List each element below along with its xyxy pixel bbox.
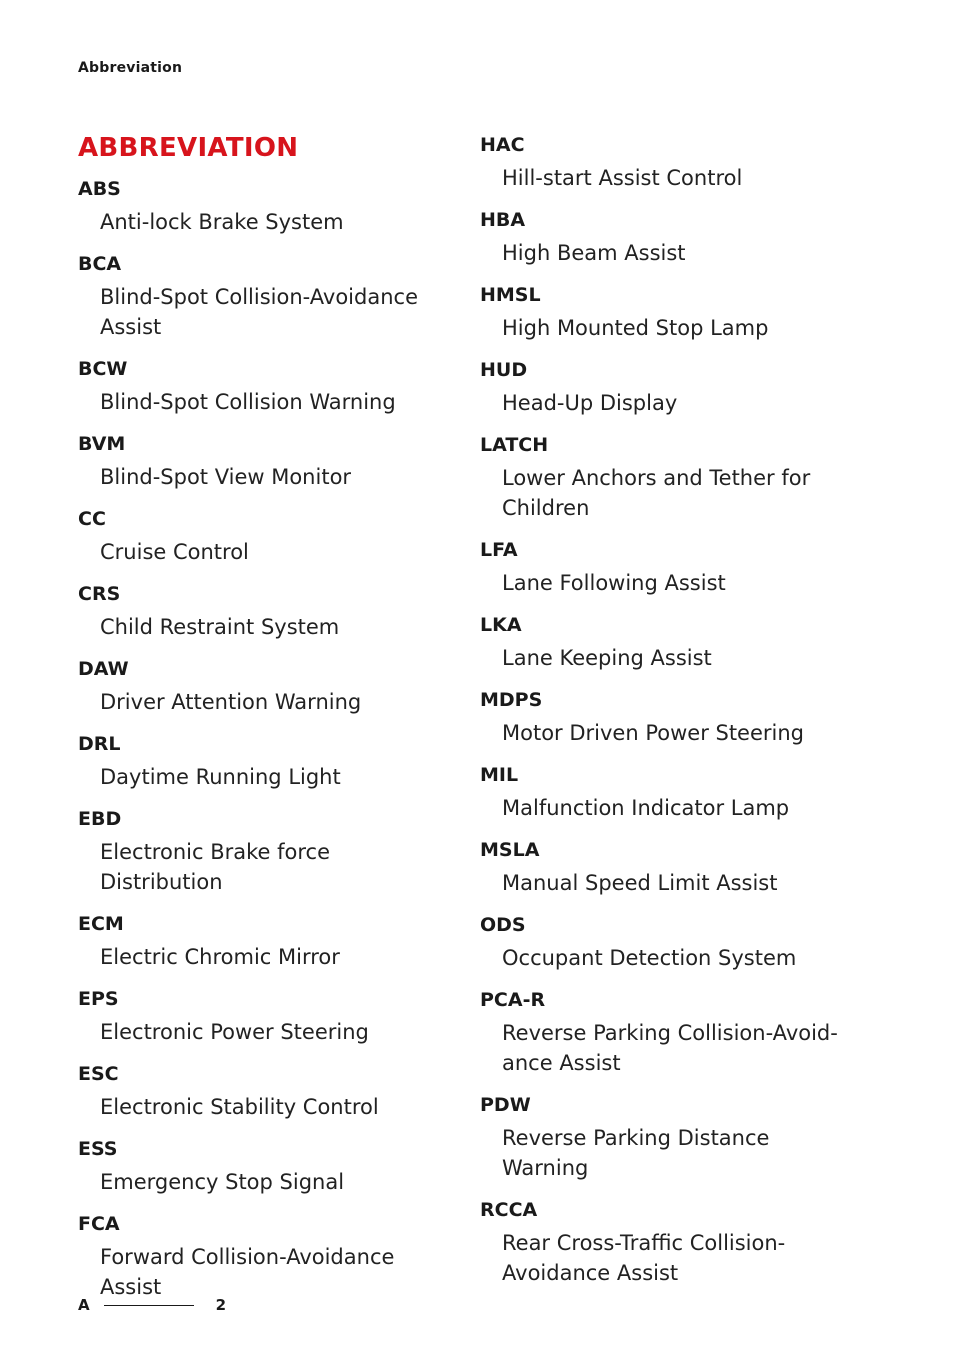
abbreviation-term: HMSL [480,284,541,306]
abbreviation-entry [78,986,458,1047]
abbreviation-entry [480,282,860,343]
abbreviation-term: DAW [78,658,129,680]
abbreviation-definition: Reverse Parking Collision-Avoid-ance Assist [502,1021,838,1075]
abbreviation-definition: Electronic Brake force Distribution [100,840,330,894]
abbreviation-definition: Blind-Spot View Monitor [100,465,352,489]
abbreviation-definition: Hill-start Assist Control [502,166,743,190]
abbreviation-definition: Occupant Detection System [502,946,797,970]
abbreviation-entry [480,432,860,523]
abbreviation-entry [480,1092,860,1183]
abbreviation-term: ODS [480,914,526,936]
abbreviation-entry [78,911,458,972]
abbreviation-term: CC [78,508,106,530]
abbreviation-term: ESS [78,1138,118,1160]
abbreviation-entry [78,506,458,567]
abbreviation-definition: Head-Up Display [502,391,678,415]
abbreviation-definition: Electronic Power Steering [100,1020,369,1044]
right-column [480,130,860,1302]
abbreviation-term: ESC [78,1063,119,1085]
abbreviation-definition: Lower Anchors and Tether for Children [502,466,811,520]
abbreviation-entry [480,132,860,193]
abbreviation-entry [78,251,458,342]
abbreviation-definition: Rear Cross-Traffic Collision-Avoidance Assist [502,1231,786,1285]
abbreviation-entry [78,176,458,237]
abbreviation-definition: Lane Keeping Assist [502,646,712,670]
abbreviation-definition: Manual Speed Limit Assist [502,871,778,895]
abbreviation-definition: Emergency Stop Signal [100,1170,345,1194]
abbreviation-term: EPS [78,988,119,1010]
abbreviation-entry [78,1136,458,1197]
abbreviation-term: HBA [480,209,526,231]
abbreviation-term: BVM [78,433,126,455]
abbreviation-definition: Blind-Spot Collision-Avoidance Assist [100,285,418,339]
abbreviation-term: HAC [480,134,525,156]
abbreviation-entry [78,1211,458,1302]
abbreviation-term: HUD [480,359,528,381]
abbreviation-entry [480,912,860,973]
abbreviation-entry [480,357,860,418]
abbreviation-entry [480,537,860,598]
abbreviation-entry [78,656,458,717]
abbreviation-definition: Electric Chromic Mirror [100,945,340,969]
section-title: ABBREVIATION [78,133,299,163]
abbreviation-term: EBD [78,808,122,830]
abbreviation-definition: Anti-lock Brake System [100,210,344,234]
running-header: Abbreviation [78,60,183,76]
left-entry-list [78,176,458,1302]
abbreviation-term: LATCH [480,434,549,456]
abbreviation-entry [480,1197,860,1288]
abbreviation-term: BCW [78,358,128,380]
abbreviation-definition: Malfunction Indicator Lamp [502,796,790,820]
footer-divider [104,1305,194,1306]
abbreviation-entry [78,356,458,417]
abbreviation-term: RCCA [480,1199,538,1221]
abbreviation-entry [78,431,458,492]
abbreviation-definition: High Beam Assist [502,241,686,265]
abbreviation-definition: Blind-Spot Collision Warning [100,390,396,414]
abbreviation-definition: High Mounted Stop Lamp [502,316,769,340]
abbreviation-entry [78,581,458,642]
abbreviation-definition: Reverse Parking Distance Warning [502,1126,770,1180]
abbreviation-definition: Driver Attention Warning [100,690,362,714]
abbreviation-definition: Daytime Running Light [100,765,341,789]
abbreviation-definition: Cruise Control [100,540,249,564]
abbreviation-definition: Child Restraint System [100,615,340,639]
abbreviation-term: MDPS [480,689,543,711]
abbreviation-term: LKA [480,614,522,636]
abbreviation-term: ECM [78,913,124,935]
abbreviation-term: MIL [480,764,519,786]
abbreviation-entry [480,687,860,748]
abbreviation-entry [480,207,860,268]
left-column [78,130,458,1316]
page-footer [78,1293,226,1317]
abbreviation-term: PDW [480,1094,531,1116]
right-entry-list [480,132,860,1288]
abbreviation-term: CRS [78,583,121,605]
abbreviation-entry [480,987,860,1078]
abbreviation-term: FCA [78,1213,120,1235]
abbreviation-entry [78,1061,458,1122]
abbreviation-entry [480,612,860,673]
footer-section-letter: A [78,1296,90,1314]
page-number: 2 [215,1296,227,1314]
abbreviation-entry [78,731,458,792]
abbreviation-entry [480,837,860,898]
abbreviation-definition: Motor Driven Power Steering [502,721,805,745]
abbreviation-term: PCA-R [480,989,546,1011]
abbreviation-entry [78,806,458,897]
abbreviation-term: BCA [78,253,122,275]
abbreviation-definition: Forward Collision-Avoidance Assist [100,1245,395,1299]
abbreviation-term: ABS [78,178,121,200]
abbreviation-entry [480,762,860,823]
abbreviation-definition: Lane Following Assist [502,571,726,595]
abbreviation-term: DRL [78,733,121,755]
abbreviation-term: MSLA [480,839,540,861]
abbreviation-definition: Electronic Stability Control [100,1095,379,1119]
abbreviation-term: LFA [480,539,518,561]
